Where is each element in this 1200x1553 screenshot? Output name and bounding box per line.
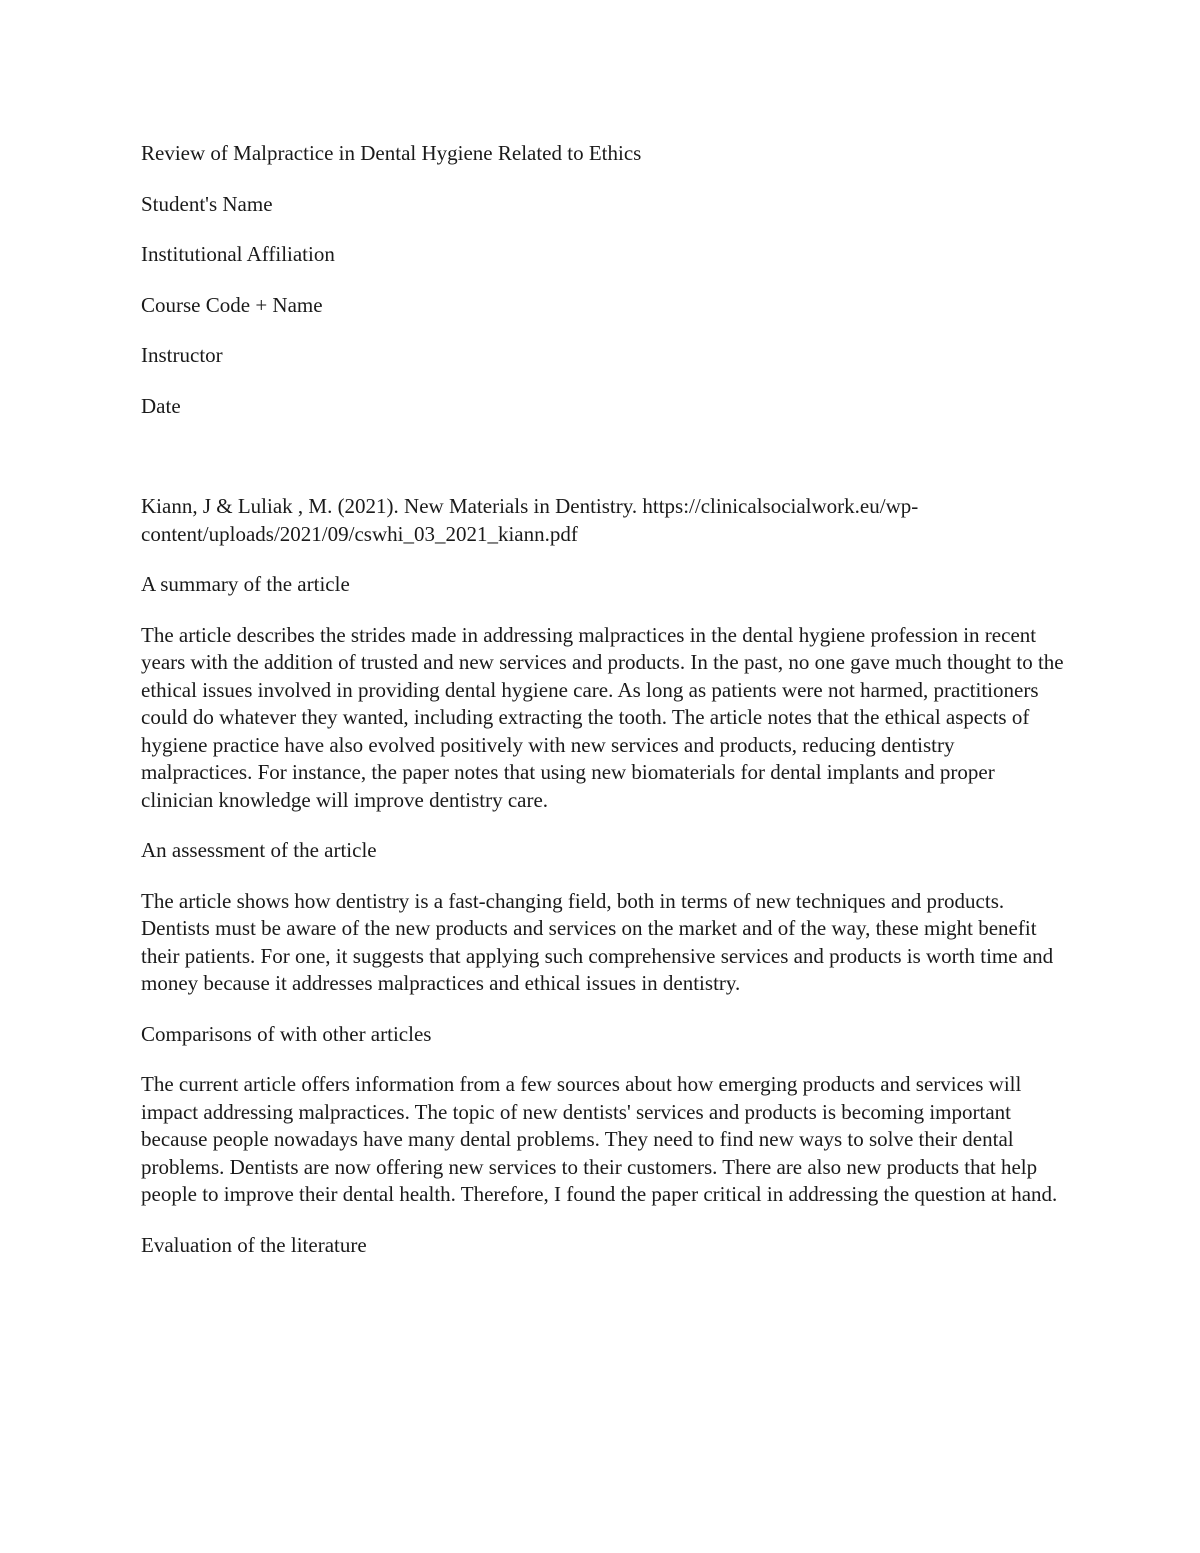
course-code-name: Course Code + Name	[141, 292, 323, 317]
reference-citation	[141, 493, 1066, 548]
reference-line-1: Kiann, J & Luliak , M. (2021). New Materials in Dentistry. https://clinicalsocialwork.eu/wp-	[141, 494, 919, 518]
evaluation-heading: Evaluation of the literature	[141, 1232, 367, 1257]
summary-paragraph: The article describes the strides made in addressing malpractices in the dental hygiene profession in recent years with the addition of trusted and new services and products. In the past, no one gave much thought to the ethical issues involved in providing dental hygiene care. As long as patients were not harmed, practitioners could do whatever they wanted, including extracting the tooth. The article notes that the ethical aspects of hygiene practice have also evolved positively with new services and products, reducing dentistry malpractices. For instance, the paper notes that using new biomaterials for dental implants and proper clinician knowledge will improve dentistry care.	[141, 622, 1064, 812]
reference-line-2: content/uploads/2021/09/cswhi_03_2021_kiann.pdf	[141, 521, 578, 546]
comparison-heading: Comparisons of with other articles	[141, 1021, 432, 1046]
date: Date	[141, 393, 181, 418]
comparison-paragraph: The current article offers information from a few sources about how emerging products and services will impact addressing malpractices. The topic of new dentists' services and products is becoming important because people nowadays have many dental problems. They need to find new ways to solve their dental problems. Dentists are now offering new services to their customers. There are also new products that help people to improve their dental health. Therefore, I found the paper critical in addressing the question at hand.	[141, 1072, 1058, 1206]
assessment-paragraph: The article shows how dentistry is a fast-changing field, both in terms of new techniques and products. Dentists must be aware of the new products and services on the market and of the way, these might benefit their patients. For one, it suggests that applying such comprehensive services and products is worth time and money because it addresses malpractices and ethical issues in dentistry.	[141, 888, 1054, 995]
summary-heading: A summary of the article	[141, 572, 350, 596]
blank-space	[141, 443, 1066, 493]
institutional-affiliation: Institutional Affiliation	[141, 242, 335, 266]
instructor: Instructor	[141, 343, 223, 367]
document-body	[141, 140, 1066, 1282]
student-name: Student's Name	[141, 191, 273, 216]
assessment-heading: An assessment of the article	[141, 838, 377, 862]
document-title: Review of Malpractice in Dental Hygiene Related to Ethics	[141, 141, 642, 165]
